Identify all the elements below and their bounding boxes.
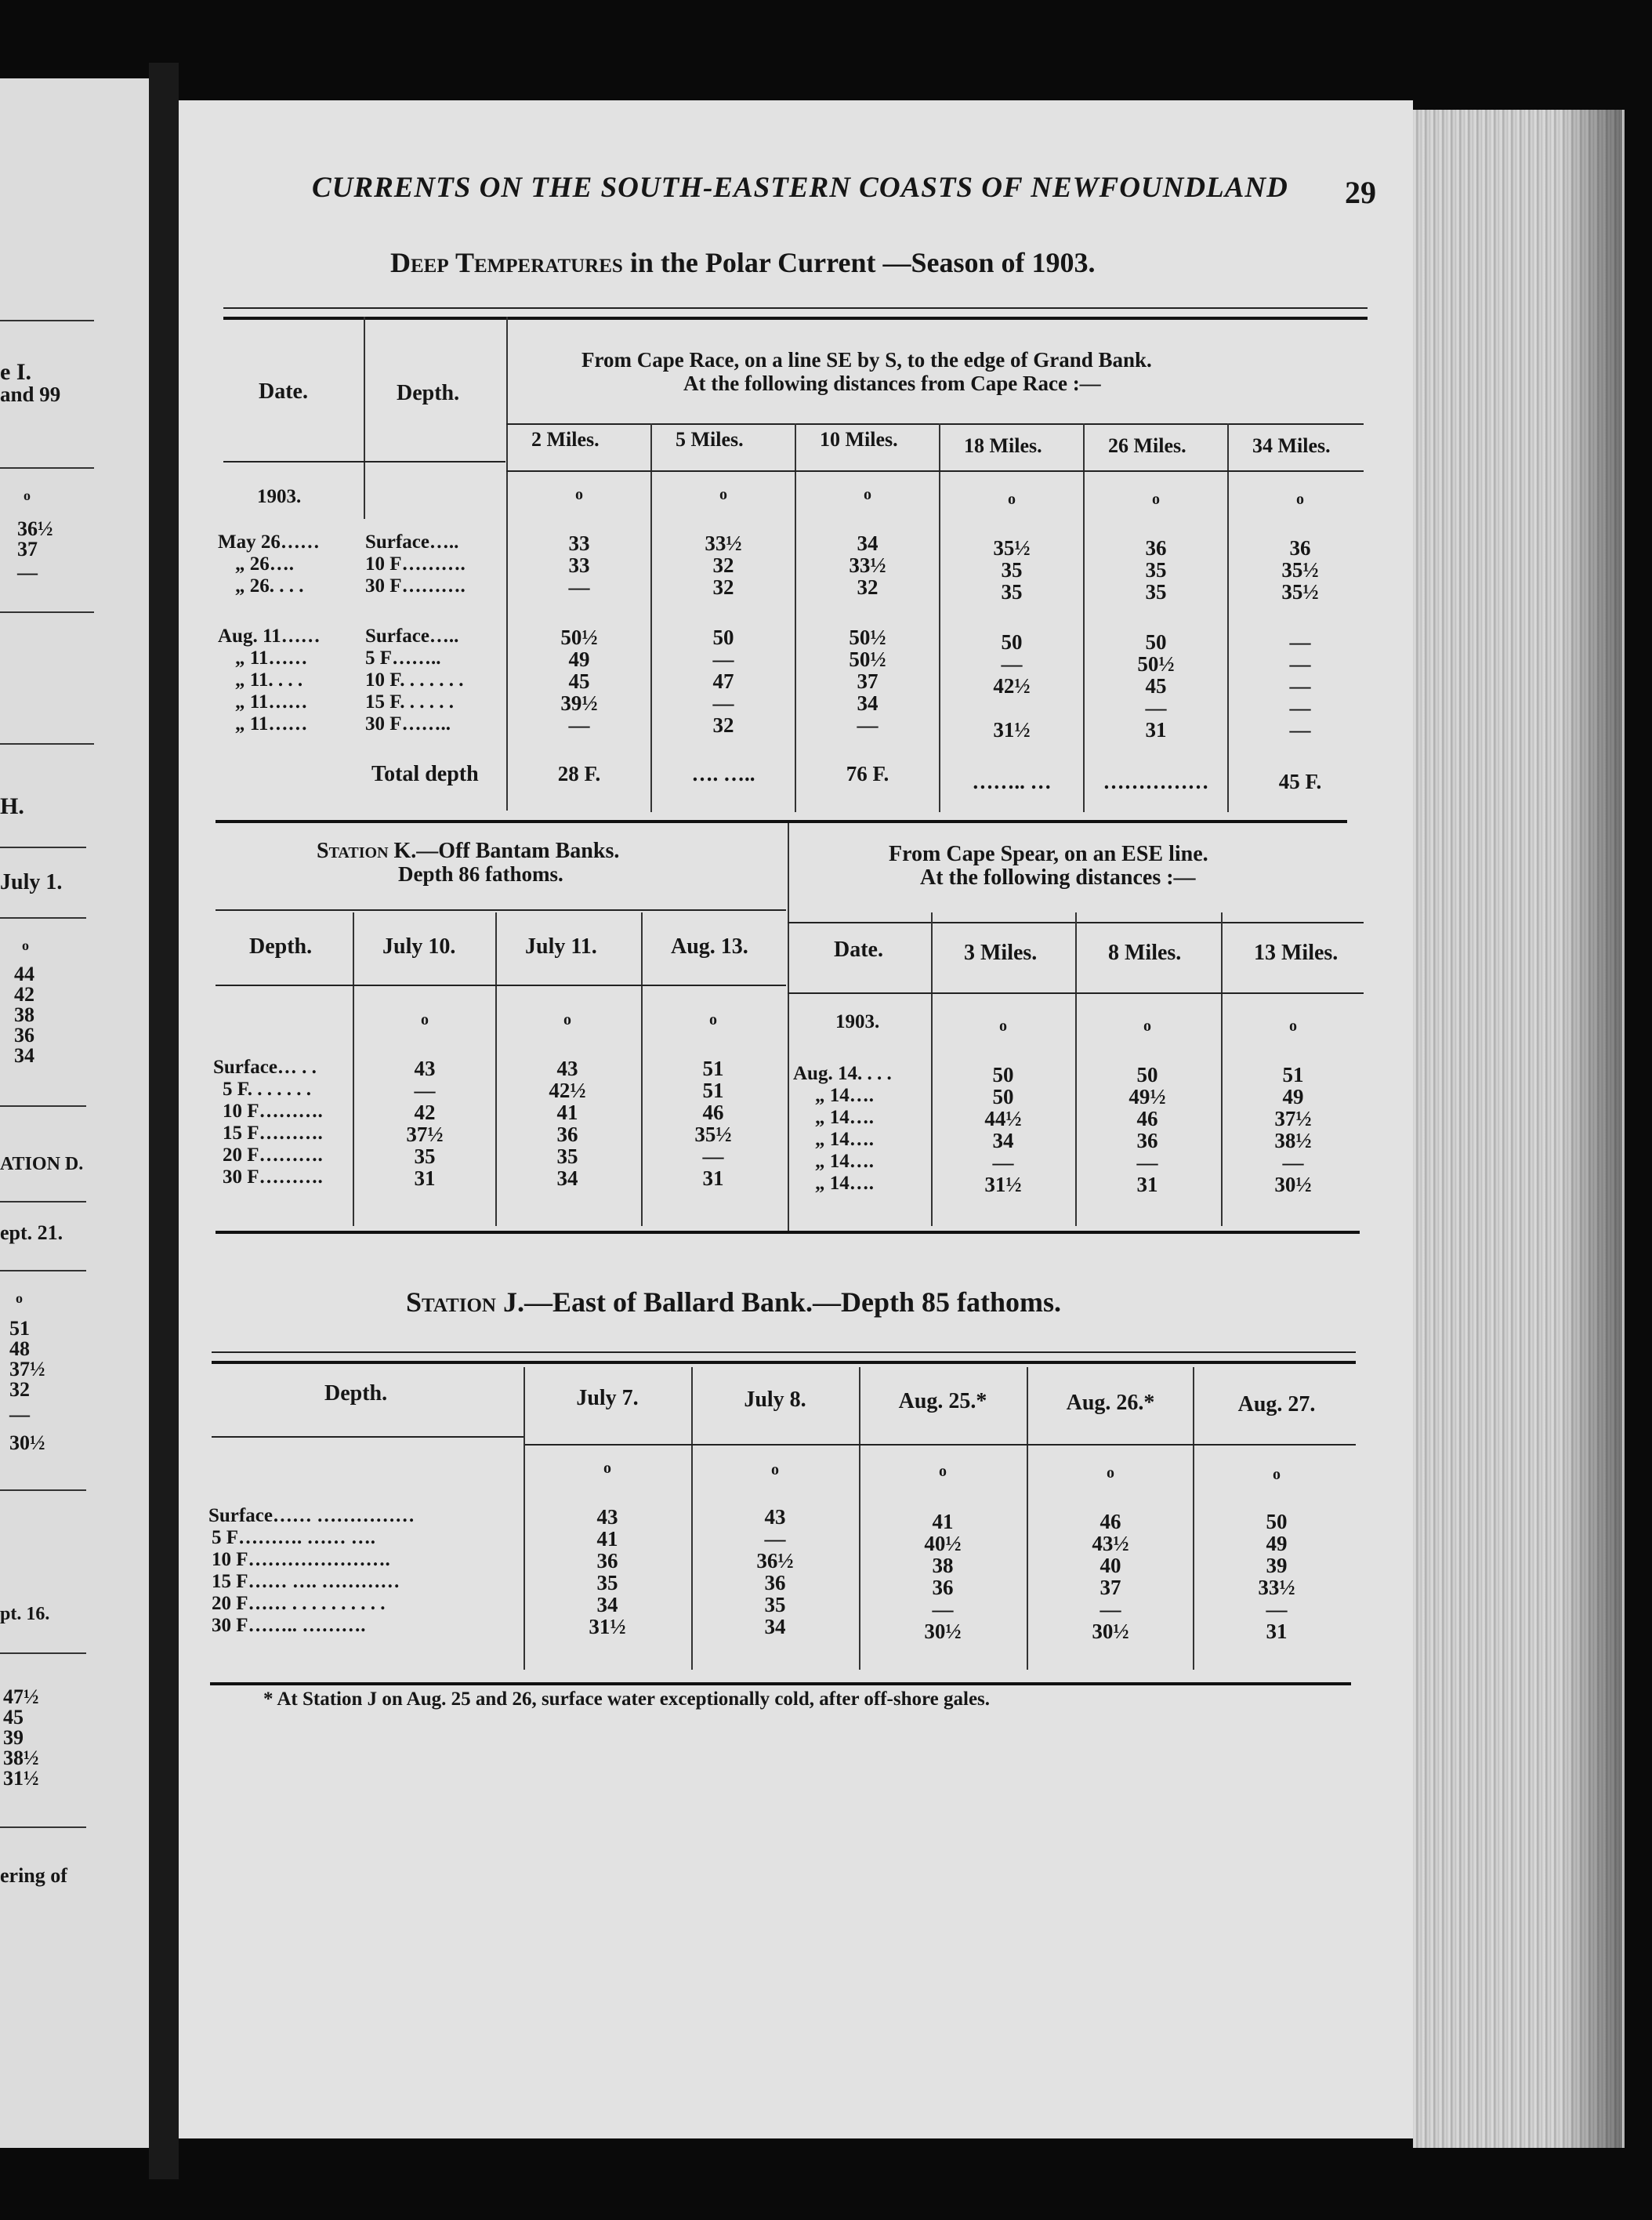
left-fragment: 44 (14, 963, 34, 985)
table2-spear-value: 31 (1136, 1173, 1158, 1196)
table3-row-depth: 10 F…………………. (212, 1549, 390, 1570)
left-rule (0, 1826, 86, 1828)
table1-divider (364, 317, 365, 519)
table2-row-depth: 10 F………. (223, 1101, 323, 1122)
table3-value: 35 (764, 1593, 786, 1616)
table3-value: — (932, 1598, 954, 1621)
table1-total-value: …. ….. (691, 762, 755, 785)
table3-value: 40½ (924, 1532, 962, 1555)
table1-divider (1227, 423, 1229, 812)
table3-value: 38 (932, 1554, 954, 1577)
table2-distance-header: 3 Miles. (964, 941, 1038, 965)
table2-left-title (317, 839, 619, 864)
left-fragment: o (16, 1290, 23, 1306)
table3-row-depth: Surface…… …………… (208, 1505, 415, 1526)
left-rule (0, 1201, 86, 1202)
table3-value: — (1266, 1598, 1288, 1621)
page-number: 29 (1345, 175, 1376, 210)
table1-value: 50½ (1137, 652, 1175, 676)
table2-row-depth: 30 F………. (223, 1166, 323, 1188)
table3-row-depth: 20 F…… . . . . . . . . . . (212, 1593, 386, 1614)
table2-k-date: Aug. 13. (671, 934, 748, 959)
table1-total-value: …………… (1103, 770, 1209, 793)
table2-k-value: 51 (702, 1057, 724, 1080)
table1-row-depth: 10 F. . . . . . . (365, 669, 464, 691)
table3-value: 30½ (924, 1620, 962, 1643)
table1-value: 50½ (849, 626, 886, 649)
left-fragment: 48 (9, 1337, 30, 1360)
table2-k-value: 43 (556, 1057, 578, 1080)
table2-spear-value: 30½ (1274, 1173, 1312, 1196)
table2-spear-value: 50 (992, 1063, 1014, 1086)
table2-spear-value: 34 (992, 1129, 1014, 1152)
table2-degree-mark: o (1143, 1018, 1151, 1035)
table1-row-date: „ 11. . . . (235, 669, 303, 691)
table1-value: 42½ (993, 674, 1031, 698)
table2-spear-value: 37½ (1274, 1107, 1312, 1130)
table2-left-title-rest: —Off Bantam Banks. (416, 839, 620, 863)
table3-row-depth: 30 F…….. ………. (212, 1615, 366, 1636)
left-fragment: 47½ (3, 1685, 39, 1708)
table1-divider (650, 423, 652, 812)
table1-value: 35 (1145, 558, 1167, 582)
table2-k-value: — (414, 1079, 436, 1102)
left-fragment: o (24, 488, 31, 503)
table1-value: 39½ (560, 691, 598, 715)
table1-value: — (1289, 696, 1311, 720)
table1-value: 50½ (560, 626, 598, 649)
table2-row-date: „ 14…. (815, 1151, 874, 1172)
table2-degree-mark: o (421, 1011, 429, 1028)
table2-row-date: „ 14…. (815, 1173, 874, 1194)
table2-k-value: 36 (556, 1123, 578, 1146)
table2-k-date: July 10. (382, 934, 456, 959)
table3-title (406, 1286, 1061, 1319)
table2-spear-value: 38½ (1274, 1129, 1312, 1152)
table1-total-value: …….. … (972, 770, 1052, 793)
table3-title-rest: —East of Ballard Bank.—Depth 85 fathoms. (523, 1286, 1062, 1318)
table3-col-depth: Depth. (324, 1381, 388, 1406)
table1-value: 35½ (1281, 580, 1319, 604)
table1-value: 35 (1001, 558, 1023, 582)
left-fragment: 38 (14, 1003, 34, 1026)
table1-value: 34 (857, 691, 879, 715)
table3-value: 43½ (1092, 1532, 1129, 1555)
table1-total-label: Total depth (371, 762, 479, 786)
table1-value: 34 (857, 531, 879, 555)
table2-degree-mark: o (709, 1011, 717, 1028)
left-fragment: e I. (0, 359, 31, 385)
table1-value: 33 (568, 531, 590, 555)
table1-value: 32 (712, 553, 734, 577)
left-fragment: and 99 (0, 383, 61, 406)
left-rule (0, 611, 94, 613)
table1-head-rule (223, 461, 505, 462)
table3-head-rule (212, 1436, 523, 1438)
left-rule (0, 917, 86, 919)
table1-distance-header: 34 Miles. (1252, 434, 1331, 457)
table3-value: 34 (596, 1593, 618, 1616)
table1-degree-mark: o (719, 486, 727, 503)
table1-row-depth: 30 F………. (365, 575, 466, 597)
table1-value: 45 (568, 669, 590, 693)
table3-value: 43 (764, 1505, 786, 1529)
left-fragment: — (9, 1403, 30, 1426)
table1-distance-header: 10 Miles. (820, 428, 898, 451)
left-fragment: o (22, 938, 29, 953)
table2-spear-value: 49½ (1129, 1085, 1166, 1108)
table1-value: 32 (712, 575, 734, 599)
left-fragment: 37½ (9, 1358, 45, 1380)
table1-value: 33½ (705, 531, 742, 555)
table2-k-value: 37½ (406, 1123, 444, 1146)
table3-value: 36½ (756, 1549, 794, 1572)
table3-date-header: Aug. 25.* (898, 1389, 987, 1413)
table2-bottom-rule (216, 1231, 1360, 1234)
table2-row-depth: 15 F………. (223, 1123, 323, 1144)
table1-divider (795, 423, 796, 812)
table1-value: 35 (1145, 580, 1167, 604)
left-fragment: ept. 21. (0, 1221, 63, 1244)
table3-value: 41 (596, 1527, 618, 1551)
table1-divider (1083, 423, 1085, 812)
table3-date-header: July 7. (576, 1386, 639, 1410)
left-fragment: 39 (3, 1726, 24, 1749)
table2-degree-mark: o (999, 1018, 1007, 1035)
table1-value: 31 (1145, 718, 1167, 742)
table3-value: 37 (1100, 1576, 1121, 1599)
table2-head-rule (788, 992, 1364, 994)
table2-row-depth: 5 F. . . . . . . (223, 1079, 311, 1100)
table1-title-caps: Deep Temperatures (390, 247, 623, 278)
table1-value: 50 (1145, 630, 1167, 654)
left-fragment: 31½ (3, 1767, 39, 1790)
table1-distance-header: 2 Miles. (531, 428, 600, 451)
table2-col-depth: Depth. (249, 934, 313, 959)
table3-degree-mark: o (1107, 1464, 1114, 1482)
left-rule (0, 1652, 86, 1654)
table3-top-rule (212, 1351, 1356, 1353)
table3-value: 41 (932, 1510, 954, 1533)
table1-row-date: „ 11…… (235, 713, 308, 735)
table3-value: 49 (1266, 1532, 1288, 1555)
table2-k-value: 31 (702, 1166, 724, 1190)
table1-value: — (712, 691, 734, 715)
table1-total-value: 45 F. (1278, 770, 1322, 793)
table1-col-date: Date. (259, 379, 308, 404)
table2-k-value: 34 (556, 1166, 578, 1190)
table1-row-date: May 26…… (218, 531, 320, 553)
table3-degree-mark: o (939, 1463, 947, 1480)
table2-head-rule (216, 985, 786, 986)
table2-left-title-line2: Depth 86 fathoms. (398, 862, 563, 886)
table3-value: 50 (1266, 1510, 1288, 1533)
table3-value: 30½ (1092, 1620, 1129, 1643)
table1-value: — (712, 648, 734, 671)
left-fragment: pt. 16. (0, 1604, 50, 1624)
table3-value: 40 (1100, 1554, 1121, 1577)
table3-row-depth: 15 F…… …. ………… (212, 1571, 400, 1592)
table1-value: 35½ (1281, 558, 1319, 582)
table3-value: 35 (596, 1571, 618, 1594)
table2-spear-value: — (992, 1151, 1014, 1174)
table1-top-rule (223, 317, 1368, 320)
left-fragment: 45 (3, 1706, 24, 1728)
table1-value: 35 (1001, 580, 1023, 604)
table1-value: — (568, 575, 590, 599)
table1-value: 36 (1289, 536, 1311, 560)
table3-bottom-rule (210, 1682, 1351, 1685)
table1-value: — (1001, 652, 1023, 676)
left-rule (0, 1105, 86, 1107)
table3-date-header: Aug. 26.* (1066, 1391, 1155, 1415)
table1-title (390, 246, 1095, 279)
table1-value: — (1145, 696, 1167, 720)
table2-row-depth: 20 F………. (223, 1144, 323, 1166)
table1-row-depth: 30 F…….. (365, 713, 451, 735)
table2-spear-value: 46 (1136, 1107, 1158, 1130)
table1-bottom-rule (216, 820, 1347, 823)
table1-value: 37 (857, 669, 879, 693)
page-edges-shadow (1560, 110, 1622, 2148)
table2-row-date: „ 14…. (815, 1107, 874, 1128)
left-rule (0, 847, 86, 848)
table1-distance-header: 18 Miles. (964, 434, 1042, 457)
table2-row-date: „ 14…. (815, 1129, 874, 1150)
table2-center-divider (788, 823, 789, 1231)
table3-degree-mark: o (1273, 1466, 1281, 1483)
table1-col-depth: Depth. (397, 381, 460, 405)
table3-value: — (764, 1527, 786, 1551)
left-rule (0, 1489, 86, 1491)
table1-value: 33½ (849, 553, 886, 577)
table1-value: 32 (857, 575, 879, 599)
table1-group-line2: At the following distances from Cape Race :— (683, 372, 1101, 395)
running-title: CURRENTS ON THE SOUTH-EASTERN COASTS OF NEWFOUNDLAND (312, 172, 1288, 204)
table1-value: 35½ (993, 536, 1031, 560)
table2-spear-value: 50 (992, 1085, 1014, 1108)
table3-value: 36 (932, 1576, 954, 1599)
table2-spear-value: 50 (1136, 1063, 1158, 1086)
table1-row-date: „ 26…. (235, 553, 294, 575)
table1-value: 50 (712, 626, 734, 649)
table1-row-depth: 15 F. . . . . . (365, 691, 454, 713)
table1-value: 50 (1001, 630, 1023, 654)
table2-right-title-line1: From Cape Spear, on an ESE line. (889, 842, 1208, 866)
table2-k-value: 41 (556, 1101, 578, 1124)
table2-spear-value: 36 (1136, 1129, 1158, 1152)
table2-k-value: 42 (414, 1101, 436, 1124)
table1-value: 36 (1145, 536, 1167, 560)
table3-value: 31 (1266, 1620, 1288, 1643)
left-fragment: July 1. (0, 870, 63, 894)
table3-value: 33½ (1258, 1576, 1295, 1599)
table1-total-value: 76 F. (846, 762, 889, 785)
table2-spear-value: — (1136, 1151, 1158, 1174)
table2-k-value: 31 (414, 1166, 436, 1190)
table1-total-value: 28 F. (557, 762, 601, 785)
table1-row-depth: Surface….. (365, 626, 459, 647)
table1-top-rule (223, 307, 1368, 309)
table3-date-header: Aug. 27. (1237, 1392, 1316, 1417)
table1-value: 32 (712, 713, 734, 737)
table3-top-rule (212, 1361, 1356, 1364)
table1-value: 47 (712, 669, 734, 693)
left-rule (0, 743, 94, 745)
table2-col-date: Date. (834, 938, 883, 962)
table1-row-date: „ 11…… (235, 691, 308, 713)
table3-value: 36 (596, 1549, 618, 1572)
table3-degree-mark: o (771, 1461, 779, 1478)
table3-value: 46 (1100, 1510, 1121, 1533)
table1-row-date: „ 11…… (235, 648, 308, 669)
table3-degree-mark: o (603, 1460, 611, 1477)
table2-spear-value: 31½ (984, 1173, 1022, 1196)
table2-k-value: 35½ (694, 1123, 732, 1146)
table1-title-rest: in the Polar Current —Season of 1903. (629, 247, 1096, 278)
table2-k-date: July 11. (525, 934, 597, 959)
table2-k-value: — (702, 1144, 724, 1168)
left-fragment: 51 (9, 1317, 30, 1340)
table1-value: — (1289, 630, 1311, 654)
table2-k-value: 42½ (549, 1079, 586, 1102)
table2-row-date: „ 14…. (815, 1085, 874, 1106)
table1-value: 50½ (849, 648, 886, 671)
table1-value: 33 (568, 553, 590, 577)
left-fragment: 36 (14, 1024, 34, 1047)
table1-row-depth: 5 F…….. (365, 648, 441, 669)
table2-degree-mark: o (563, 1011, 571, 1028)
table1-distance-header: 5 Miles. (676, 428, 744, 451)
left-fragment: 36½ (17, 517, 53, 540)
table2-year: 1903. (835, 1011, 880, 1032)
left-fragment: 37 (17, 538, 38, 560)
table2-row-date: Aug. 14. . . . (793, 1063, 892, 1084)
table1-group-line1: From Cape Race, on a line SE by S, to the edge of Grand Bank. (581, 348, 1152, 372)
table2-distance-header: 13 Miles. (1254, 941, 1339, 965)
table1-row-depth: 10 F………. (365, 553, 466, 575)
table1-degree-mark: o (1152, 491, 1160, 508)
book-gutter (149, 63, 179, 2179)
left-fragment: 30½ (9, 1431, 45, 1454)
table2-k-value: 35 (414, 1144, 436, 1168)
table3-value: 31½ (589, 1615, 626, 1638)
left-fragment: 42 (14, 983, 34, 1006)
table3-row-depth: 5 F………. …… …. (212, 1527, 376, 1548)
table1-value: 45 (1145, 674, 1167, 698)
table1-degree-mark: o (864, 486, 871, 503)
left-rule (0, 320, 94, 321)
table3-title-caps: Station J. (406, 1286, 524, 1318)
table1-degree-mark: o (1008, 491, 1016, 508)
left-rule (0, 467, 94, 469)
table2-subrule (216, 909, 786, 911)
table2-k-value: 35 (556, 1144, 578, 1168)
left-fragment: 34 (14, 1044, 34, 1067)
table3-value: 34 (764, 1615, 786, 1638)
table3-value: 43 (596, 1505, 618, 1529)
table3-date-header: July 8. (744, 1388, 806, 1412)
table1-row-date: „ 26. . . . (235, 575, 304, 597)
table1-row-depth: Surface….. (365, 531, 459, 553)
table1-degree-mark: o (575, 486, 583, 503)
left-fragment: ering of (0, 1864, 67, 1887)
table3-footnote: * At Station J on Aug. 25 and 26, surface water exceptionally cold, after off-shore gales. (263, 1689, 991, 1710)
table2-spear-value: 44½ (984, 1107, 1022, 1130)
table2-right-title-line2: At the following distances :— (920, 865, 1196, 890)
table2-spear-value: — (1282, 1151, 1304, 1174)
table1-value: — (1289, 718, 1311, 742)
table1-value: — (857, 713, 879, 737)
table1-value: — (1289, 652, 1311, 676)
table2-k-value: 51 (702, 1079, 724, 1102)
table1-row-date: Aug. 11…… (218, 626, 321, 647)
table2-left-title-caps: Station K. (317, 839, 417, 863)
table1-value: — (568, 713, 590, 737)
left-rule (0, 1270, 86, 1271)
table1-subrule (506, 423, 1364, 425)
table1-year: 1903. (257, 486, 302, 507)
table1-value: 49 (568, 648, 590, 671)
table1-value: 31½ (993, 718, 1031, 742)
table1-distance-header: 26 Miles. (1108, 434, 1186, 457)
table3-value: 36 (764, 1571, 786, 1594)
table3-head-rule (525, 1444, 1356, 1446)
table1-divider (939, 423, 940, 812)
table3-value: — (1100, 1598, 1121, 1621)
table2-row-depth: Surface… . . (213, 1057, 317, 1078)
table1-value: — (1289, 674, 1311, 698)
left-fragment: — (17, 561, 38, 584)
left-fragment: 32 (9, 1378, 30, 1401)
table2-k-value: 46 (702, 1101, 724, 1124)
table2-spear-value: 51 (1282, 1063, 1304, 1086)
left-fragment: ATION D. (0, 1154, 84, 1174)
table3-value: 39 (1266, 1554, 1288, 1577)
table2-degree-mark: o (1289, 1018, 1297, 1035)
left-fragment: 38½ (3, 1747, 39, 1769)
table2-distance-header: 8 Miles. (1108, 941, 1182, 965)
table1-head-rule (506, 470, 1364, 472)
left-fragment: H. (0, 793, 24, 819)
table2-spear-value: 49 (1282, 1085, 1304, 1108)
table2-k-value: 43 (414, 1057, 436, 1080)
table1-degree-mark: o (1296, 491, 1304, 508)
